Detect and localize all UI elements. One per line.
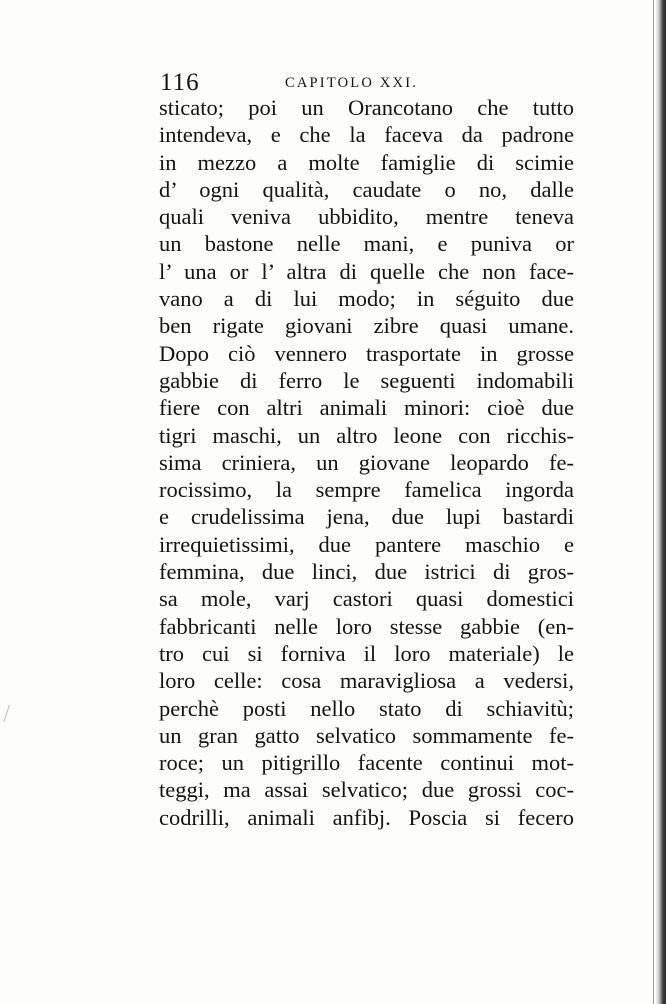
text-line: un gran gatto selvatico sommamente fe-: [159, 722, 574, 748]
text-line: sa mole, varj castori quasi domestici: [159, 586, 574, 612]
text-line: roce; un pitigrillo facente continui mot-: [159, 750, 574, 776]
text-line: teggi, ma assai selvatico; due grossi coc-: [159, 777, 574, 803]
text-line: gabbie di ferro le seguenti indomabili: [159, 367, 574, 393]
text-line: Dopo ciò vennero trasportate in grosse: [159, 340, 574, 366]
text-line: d’ ogni qualità, caudate o no, dalle: [159, 176, 574, 202]
text-line: perchè posti nello stato di schiavitù;: [159, 695, 574, 721]
text-line: intendeva, e che la faceva da padrone: [159, 122, 574, 148]
text-line: loro celle: cosa maravigliosa a vedersi,: [159, 668, 574, 694]
stray-mark: [3, 705, 12, 723]
text-line: sima criniera, un giovane leopardo fe-: [159, 449, 574, 475]
text-line: quali veniva ubbidito, mentre teneva: [159, 204, 574, 230]
body-text: [159, 94, 574, 831]
text-line: irrequietissimi, due pantere maschio e: [159, 531, 574, 557]
text-line: fiere con altri animali minori: cioè due: [159, 395, 574, 421]
text-line: un bastone nelle mani, e puniva or: [159, 231, 574, 257]
text-line: ben rigate giovani zibre quasi umane.: [159, 313, 574, 339]
text-line: fabbricanti nelle loro stesse gabbie (en-: [159, 613, 574, 639]
text-line: sticato; poi un Orancotano che tutto: [159, 95, 574, 120]
text-line: tigri maschi, un altro leone con ricchis-: [159, 422, 574, 448]
text-line: codrilli, animali anfibj. Poscia si fecero: [159, 804, 574, 830]
page-gutter-line: [653, 0, 654, 1004]
page-edge-shadow: [656, 0, 666, 1004]
text-line: rocissimo, la sempre famelica ingorda: [159, 477, 574, 503]
text-line: in mezzo a molte famiglie di scimie: [159, 149, 574, 175]
text-line: femmina, due linci, due istrici di gros-: [159, 559, 574, 585]
running-head: CAPITOLO XXI.: [285, 75, 419, 91]
text-line: e crudelissima jena, due lupi bastardi: [159, 504, 574, 530]
text-line: vano a di lui modo; in séguito due: [159, 286, 574, 312]
page-number: 116: [160, 69, 200, 96]
text-line: l’ una or l’ altra di quelle che non face-: [159, 258, 574, 284]
text-line: tro cui si forniva il loro materiale) le: [159, 640, 574, 666]
